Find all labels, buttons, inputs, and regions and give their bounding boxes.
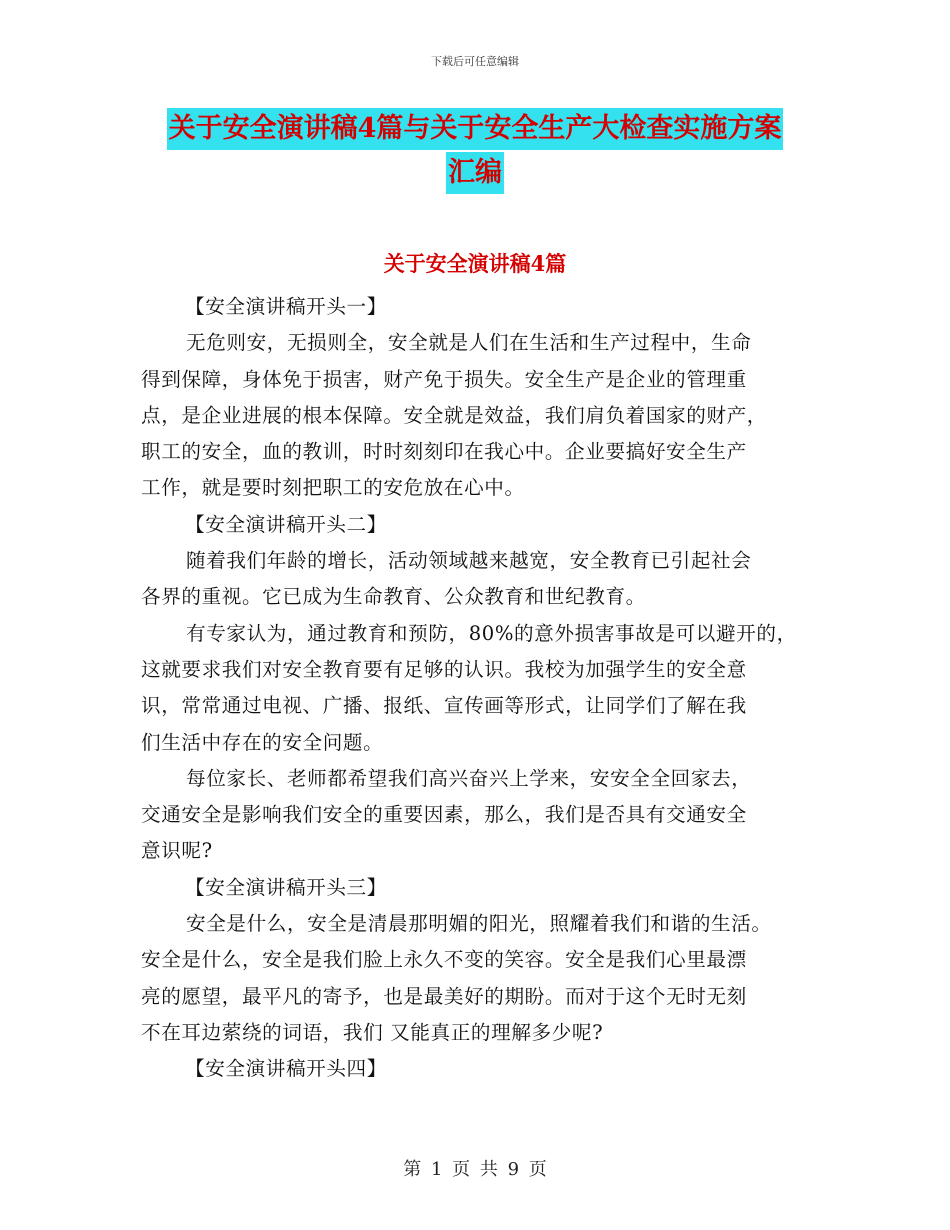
page-header-note: 下载后可任意编辑	[431, 55, 519, 68]
paragraph-line: 得到保障，身体免于损害，财产免于损失。安全生产是企业的管理重	[141, 367, 747, 391]
paragraph-line: 无危则安，无损则全，安全就是人们在生活和生产过程中，生命	[186, 331, 752, 355]
paragraph-line: 每位家长、老师都希望我们高兴奋兴上学来，安安全全回家去，	[186, 766, 752, 790]
section-title: 关于安全演讲稿4篇	[383, 251, 567, 276]
document-title-line-1: 关于安全演讲稿4篇与关于安全生产大检查实施方案	[167, 108, 784, 150]
paragraph-line: 安全是什么，安全是我们脸上永久不变的笑容。安全是我们心里最漂	[141, 948, 747, 972]
page-footer-page-number: 第 1 页 共 9 页	[403, 1159, 547, 1180]
subheading-4: 【安全演讲稿开头四】	[185, 1057, 387, 1081]
subheading-3: 【安全演讲稿开头三】	[185, 875, 387, 899]
document-title	[0, 108, 950, 194]
paragraph-line: 亮的愿望，最平凡的寄予，也是最美好的期盼。而对于这个无时无刻	[141, 984, 747, 1008]
paragraph-line: 安全是什么，安全是清晨那明媚的阳光，照耀着我们和谐的生活。	[186, 912, 772, 936]
paragraph-line: 各界的重视。它已成为生命教育、公众教育和世纪教育。	[141, 585, 646, 609]
paragraph-line: 们生活中存在的安全问题。	[141, 730, 384, 754]
paragraph-line: 这就要求我们对安全教育要有足够的认识。我校为加强学生的安全意	[141, 657, 747, 681]
paragraph-line: 有专家认为，通过教育和预防，80%的意外损害事故是可以避开的，	[186, 621, 797, 645]
body-text	[141, 289, 821, 1088]
paragraph-line: 不在耳边萦绕的词语，我们 又能真正的理解多少呢?	[141, 1020, 604, 1044]
subheading-1: 【安全演讲稿开头一】	[185, 295, 387, 318]
document-title-line-2: 汇编	[446, 152, 504, 194]
subheading-2: 【安全演讲稿开头二】	[185, 512, 387, 536]
paragraph-line: 意识呢?	[141, 839, 213, 863]
paragraph-line: 交通安全是影响我们安全的重要因素，那么，我们是否具有交通安全	[141, 803, 747, 827]
paragraph-line: 点，是企业进展的根本保障。安全就是效益，我们肩负着国家的财产，	[141, 403, 768, 427]
paragraph-line: 随着我们年龄的增长，活动领域越来越宽，安全教育已引起社会	[186, 549, 752, 573]
paragraph-line: 工作，就是要时刻把职工的安危放在心中。	[141, 476, 525, 500]
paragraph-line: 识，常常通过电视、广播、报纸、宣传画等形式，让同学们了解在我	[141, 694, 747, 718]
paragraph-line: 职工的安全，血的教训，时时刻刻印在我心中。企业要搞好安全生产	[141, 440, 747, 464]
